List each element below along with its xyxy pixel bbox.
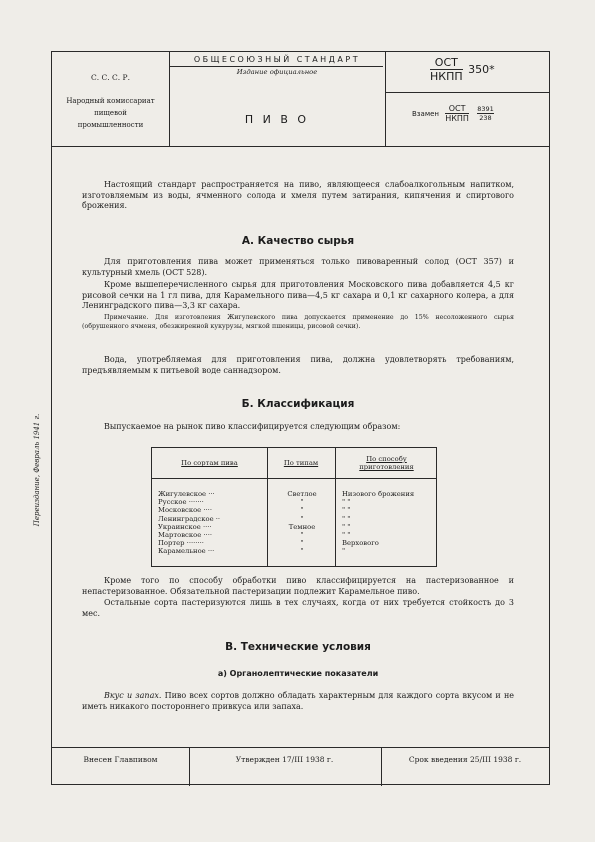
replaces-num-top: 8391: [477, 105, 494, 113]
sort-cell: Украинское ····: [158, 522, 212, 531]
method-cell: " ": [342, 531, 351, 540]
footer-submitted: Внесен Главпивом: [83, 755, 158, 764]
commissariat-line-2: пищевой: [94, 109, 127, 117]
footer-divider: [52, 747, 549, 748]
section-b-paragraph-2: Остальные сорта пастеризуются лишь в тех случаях, когда от них требуется стойкость до 3 мес.: [82, 598, 514, 618]
table-column-sorts: [158, 490, 220, 556]
section-a-title: А. Качество сырья: [241, 235, 355, 247]
section-c-lead: Вкус и запах.: [104, 691, 162, 700]
table-header-type: По типам: [283, 459, 319, 467]
ussr-label: С. С. С. Р.: [91, 73, 130, 82]
footer-approved: Утвержден 17/III 1938 г.: [235, 755, 334, 764]
commissariat-line-3: промышленности: [77, 121, 144, 129]
table-header-method: По способу приготовления: [359, 455, 414, 471]
section-a-note: Примечание. Для изготовления Жигулевского пива допускается применение до 15% несоложенного сырья (обрушенного ячменя, обезжиренной кукурузы, мягкой пшеницы, рисовой сечки).: [82, 314, 514, 330]
table-column-methods: [342, 490, 414, 556]
header-rule: [169, 66, 383, 67]
method-cell: ": [342, 547, 346, 556]
type-cell: ": [300, 506, 304, 515]
replaces-label: Взамен: [412, 109, 439, 118]
type-cell: ": [300, 531, 304, 540]
section-a-paragraph-2: Кроме вышеперечисленного сырья для приготовления Московского пива добавляется 4,5 кг рисовой сечки на 1 гл пива, для Карамельного пива—4,5 кг сахара и 0,1 кг сахарного колера, а для Ленинградского пива—3,3 кг сахара.: [82, 280, 514, 310]
sort-cell: Жигулевское ···: [158, 490, 215, 498]
section-b-title: Б. Классификация: [241, 398, 355, 410]
sort-cell: Карамельное ···: [158, 547, 215, 556]
replaces-num-bottom: 238: [479, 114, 492, 122]
sort-cell: Московское ····: [158, 506, 212, 515]
type-cell: ": [300, 498, 304, 507]
section-c-subtitle: а) Органолептические показатели: [217, 669, 379, 678]
section-c-text: Пиво всех сортов должно обладать характерным для каждого сорта вкусом и не иметь никакого постороннего привкуса или запаха.: [82, 691, 515, 711]
commissariat: [52, 95, 169, 131]
type-cell: ": [300, 514, 304, 523]
header-col-divider-2: [385, 52, 386, 146]
section-b-lead: Выпускаемое на рынок пиво классифицируется следующим образом:: [104, 422, 401, 431]
commissariat-line-1: Народный комиссариат: [66, 97, 155, 105]
edition-label: Издание официальное: [236, 68, 318, 76]
table-column-types: [274, 490, 330, 556]
code-top: ОСТ: [430, 56, 463, 70]
sort-cell: Портер ········: [158, 539, 204, 548]
method-cell: " ": [342, 498, 351, 507]
intro-paragraph: Настоящий стандарт распространяется на пиво, являющееся слабоалкогольным напитком, изготовляемым из воды, ячменного солода и хмеля путем затирания, кипячения и спиртового брожения.: [82, 180, 514, 210]
section-c-paragraph: [82, 691, 514, 712]
code-bottom: НКПП: [430, 70, 463, 83]
section-a-paragraph-3: Вода, употребляемая для приготовления пива, должна удовлетворять требованиям, предъявляемым к питьевой воде саннадзором.: [82, 355, 514, 375]
code-number: 350: [468, 63, 490, 76]
method-cell: " ": [342, 506, 351, 515]
section-a-paragraph-1: Для приготовления пива может применяться только пивоваренный солод (ОСТ 357) и культурный хмель (ОСТ 528).: [82, 257, 514, 277]
replaces-number: [477, 105, 494, 122]
replaces-code: [445, 104, 469, 123]
margin-note: Переиздание, Февраль 1941 г.: [33, 413, 41, 527]
section-c-title: В. Технические условия: [225, 641, 371, 653]
code-mark: *: [489, 63, 495, 76]
type-cell: Темное: [288, 522, 316, 531]
footer-col-divider-2: [381, 747, 382, 786]
footer-effective: Срок введения 25/III 1938 г.: [408, 755, 522, 764]
standard-type: ОБЩЕСОЮЗНЫЙ СТАНДАРТ: [193, 55, 361, 64]
header-rule-right: [385, 92, 549, 93]
footer-col-divider-1: [189, 747, 190, 786]
type-cell: Светлое: [287, 490, 317, 498]
table-header-rule: [152, 478, 436, 479]
type-cell: ": [300, 547, 304, 556]
sort-cell: Мартовское ····: [158, 531, 213, 540]
table-header-sort: По сортам пива: [181, 459, 238, 467]
sort-cell: Ленинградское ··: [158, 514, 221, 523]
section-b-paragraph-1: Кроме того по способу обработки пиво классифицируется на пастеризованное и непастеризованное. Обязательной пастеризации подлежит Карамельное пиво.: [82, 576, 514, 596]
replaces-block: [412, 104, 494, 123]
standard-code: [430, 56, 495, 83]
type-cell: ": [300, 539, 304, 548]
sort-cell: Русское ·······: [158, 498, 204, 507]
classification-table: [151, 447, 437, 567]
method-cell: " ": [342, 514, 351, 523]
replaces-bottom: НКПП: [445, 114, 469, 123]
method-cell: Верхового: [342, 539, 379, 548]
method-cell: " ": [342, 522, 351, 531]
replaces-top: ОСТ: [445, 104, 469, 114]
method-cell: Низового брожения: [342, 490, 415, 498]
document-title: П И В О: [244, 113, 310, 126]
code-fraction: [430, 56, 463, 83]
header-divider: [52, 146, 549, 147]
